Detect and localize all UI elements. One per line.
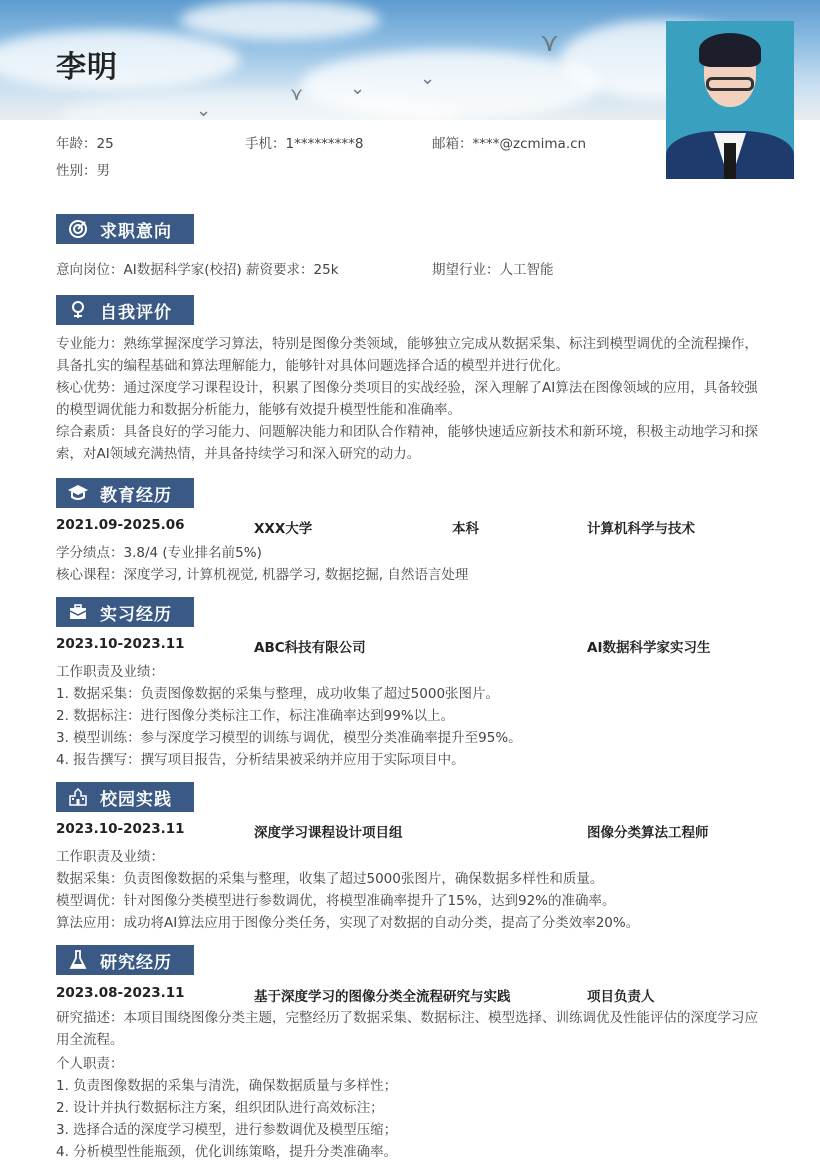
internship-date: 2023.10-2023.11 bbox=[56, 636, 185, 652]
section-header-internship: 实习经历 bbox=[56, 597, 194, 627]
internship-item: 2. 数据标注：进行图像分类标注工作，标注准确率达到99%以上。 bbox=[56, 708, 455, 724]
section-header-intent: 求职意向 bbox=[56, 214, 194, 244]
flask-icon bbox=[56, 950, 100, 970]
bird-icon: ⌄ bbox=[196, 100, 212, 120]
research-row bbox=[56, 985, 768, 1007]
campus-date: 2023.10-2023.11 bbox=[56, 821, 185, 837]
campus-item: 算法应用：成功将AI算法应用于图像分类任务，实现了对数据的自动分类，提高了分类效率20%。 bbox=[56, 915, 640, 931]
campus-role: 图像分类算法工程师 bbox=[587, 825, 709, 841]
bird-icon: ⌄ bbox=[350, 78, 366, 99]
research-project: 基于深度学习的图像分类全流程研究与实践 bbox=[254, 989, 511, 1005]
education-degree: 本科 bbox=[452, 521, 479, 537]
intent-position: 意向岗位：AI数据科学家(校招) 薪资要求：25k bbox=[56, 262, 339, 278]
self-eval-quality: 综合素质：具备良好的学习能力、问题解决能力和团队合作精神，能够快速适应新技术和新环境，积极主动地学习和探索，对AI领域充满热情，并具备持续学习和深入研究的动力。 bbox=[56, 424, 758, 462]
bird-icon: ⋎ bbox=[290, 84, 304, 105]
gender-field: 性别：男 bbox=[56, 163, 110, 179]
research-item: 4. 分析模型性能瓶颈，优化训练策略，提升分类准确率。 bbox=[56, 1144, 398, 1160]
campus-row bbox=[56, 821, 768, 843]
internship-item: 3. 模型训练：参与深度学习模型的训练与调优，模型分类准确率提升至95%。 bbox=[56, 730, 522, 746]
research-item: 1. 负责图像数据的采集与清洗，确保数据质量与多样性； bbox=[56, 1078, 398, 1094]
profile-photo bbox=[666, 21, 794, 179]
section-header-campus: 校园实践 bbox=[56, 782, 194, 812]
email-field: 邮箱：****@zcmima.cn bbox=[432, 136, 587, 152]
education-major: 计算机科学与技术 bbox=[587, 521, 695, 537]
research-role: 项目负责人 bbox=[587, 989, 655, 1005]
self-eval-strength: 核心优势：通过深度学习课程设计，积累了图像分类项目的实战经验，深入理解了AI算法在图像领域的应用，具备较强的模型调优能力和数据分析能力，能够有效提升模型性能和准确率。 bbox=[56, 380, 758, 418]
research-item: 2. 设计并执行数据标注方案，组织团队进行高效标注； bbox=[56, 1100, 384, 1116]
self-eval-professional: 专业能力：熟练掌握深度学习算法，特别是图像分类领域，能够独立完成从数据采集、标注到模型调优的全流程操作，具备扎实的编程基础和算法理解能力，能够针对具体问题选择合适的模型并进行优化。 bbox=[56, 336, 758, 374]
target-icon bbox=[56, 219, 100, 239]
education-gpa: 学分绩点：3.8/4 (专业排名前5%) bbox=[56, 545, 262, 561]
graduation-cap-icon bbox=[56, 484, 100, 502]
research-item: 3. 选择合适的深度学习模型，进行参数调优及模型压缩； bbox=[56, 1122, 398, 1138]
phone-field: 手机：1*********8 bbox=[245, 136, 364, 152]
award-icon bbox=[56, 300, 100, 320]
education-courses: 核心课程：深度学习, 计算机视觉, 机器学习, 数据挖掘, 自然语言处理 bbox=[56, 567, 469, 583]
intent-industry: 期望行业：人工智能 bbox=[432, 262, 554, 278]
campus-label: 工作职责及业绩： bbox=[56, 849, 164, 865]
internship-label: 工作职责及业绩： bbox=[56, 664, 164, 680]
section-header-research: 研究经历 bbox=[56, 945, 194, 975]
bird-icon: ⋎ bbox=[540, 28, 560, 58]
internship-company: ABC科技有限公司 bbox=[254, 640, 366, 656]
campus-item: 模型调优：针对图像分类模型进行参数调优，将模型准确率提升了15%，达到92%的准确率。 bbox=[56, 893, 616, 909]
education-row bbox=[56, 517, 768, 539]
internship-row bbox=[56, 636, 768, 658]
internship-item: 4. 报告撰写：撰写项目报告，分析结果被采纳并应用于实际项目中。 bbox=[56, 752, 465, 768]
candidate-name: 李明 bbox=[56, 50, 118, 85]
research-description: 研究描述：本项目围绕图像分类主题，完整经历了数据采集、数据标注、模型选择、训练调优及性能评估的深度学习应用全流程。 bbox=[56, 1010, 758, 1048]
education-school: XXX大学 bbox=[254, 521, 313, 537]
section-header-self-eval: 自我评价 bbox=[56, 295, 194, 325]
age-field: 年龄：25 bbox=[56, 136, 114, 152]
section-header-education: 教育经历 bbox=[56, 478, 194, 508]
campus-org: 深度学习课程设计项目组 bbox=[254, 825, 403, 841]
internship-item: 1. 数据采集：负责图像数据的采集与整理，成功收集了超过5000张图片。 bbox=[56, 686, 500, 702]
research-date: 2023.08-2023.11 bbox=[56, 985, 185, 1001]
briefcase-icon bbox=[56, 604, 100, 620]
campus-item: 数据采集：负责图像数据的采集与整理，收集了超过5000张图片，确保数据多样性和质量。 bbox=[56, 871, 604, 887]
research-label: 个人职责： bbox=[56, 1056, 124, 1072]
school-building-icon bbox=[56, 788, 100, 806]
internship-role: AI数据科学家实习生 bbox=[587, 640, 711, 656]
education-date: 2021.09-2025.06 bbox=[56, 517, 185, 533]
bird-icon: ⌄ bbox=[420, 68, 436, 89]
